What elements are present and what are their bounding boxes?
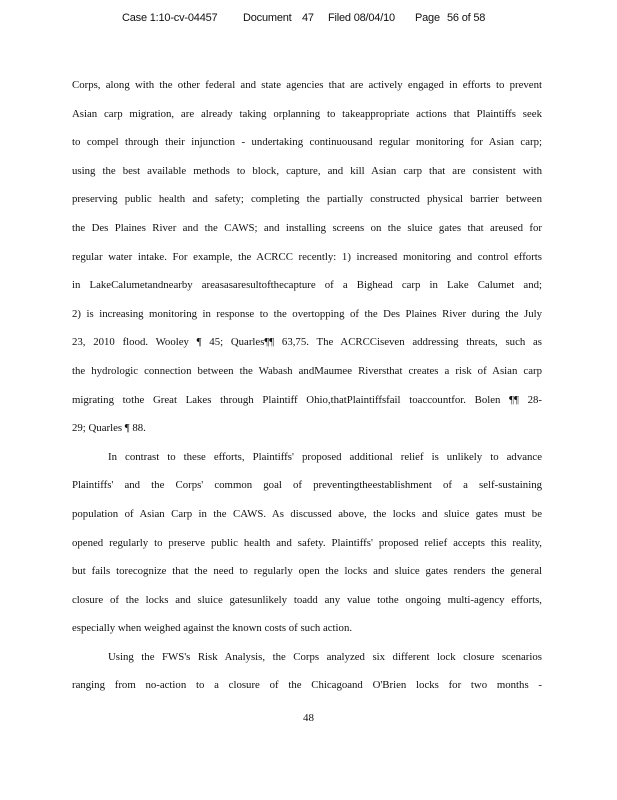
text-line: using the best available methods to block, capture, and kill Asian carp that are consistent with	[72, 164, 542, 177]
text-line: 2) is increasing monitoring in response to the overtopping of the Des Plaines River during the July	[72, 307, 542, 320]
text-line: the hydrologic connection between the Wabash andMaumee Riversthat creates a risk of Asian carp	[72, 364, 542, 377]
page-of-total: 56 of 58	[447, 12, 486, 24]
document-label: Document	[243, 12, 292, 24]
text-line: especially when weighed against the known costs of such action.	[72, 622, 353, 635]
text-line: to compel through their injunction - undertaking continuousand regular monitoring for Asian carp;	[72, 136, 542, 149]
paragraph-3	[72, 643, 542, 700]
paragraph-1	[72, 71, 542, 443]
text-line: population of Asian Carp in the CAWS. As discussed above, the locks and sluice gates must be	[72, 507, 542, 520]
text-line: Corps, along with the other federal and state agencies that are actively engaged in efforts to prevent	[72, 79, 542, 91]
text-line: the Des Plaines River and the CAWS; and installing screens on the sluice gates that areused for	[72, 221, 542, 234]
text-line: preserving public health and safety; completing the partially constructed physical barrier between	[72, 193, 542, 206]
paragraph-2	[72, 443, 542, 643]
case-number: Case 1:10-cv-04457	[122, 12, 218, 24]
text-line: Asian carp migration, are already taking orplanning to takeappropriate actions that Plaintiffs seek	[72, 107, 542, 120]
text-line: Plaintiffs' and the Corps' common goal of preventingtheestablishment of a self-sustaining	[72, 479, 542, 492]
text-line: ranging from no-action to a closure of the Chicagoand O'Brien locks for two months -	[72, 679, 542, 692]
text-line: in LakeCalumetandnearby areasasaresultofthecapture of a Bighead carp in Lake Calumet and;	[72, 279, 542, 292]
document-body	[72, 71, 542, 700]
filed-date: Filed 08/04/10	[328, 12, 395, 24]
text-line: 29; Quarles ¶ 88.	[72, 422, 146, 435]
text-line: In contrast to these efforts, Plaintiffs' proposed additional relief is unlikely to advance	[108, 450, 542, 463]
text-line: but fails torecognize that the need to regularly open the locks and sluice gates renders the general	[72, 565, 542, 578]
text-line: Using the FWS's Risk Analysis, the Corps analyzed six different lock closure scenarios	[108, 650, 542, 663]
text-line: migrating tothe Great Lakes through Plaintiff Ohio,thatPlaintiffsfail toaccountfor. Bolen ¶¶ 28-	[72, 393, 542, 406]
text-line: opened regularly to preserve public health and safety. Plaintiffs' proposed relief accepts this reality,	[72, 536, 542, 549]
page-number: 48	[303, 712, 314, 724]
page-label: Page	[415, 12, 440, 24]
document-number: 47	[302, 12, 314, 24]
text-line: regular water intake. For example, the ACRCC recently: 1) increased monitoring and control efforts	[72, 250, 542, 263]
court-filing-header	[122, 12, 562, 28]
text-line: 23, 2010 flood. Wooley ¶ 45; Quarles¶¶ 63,75. The ACRCCiseven addressing threats, such as	[72, 336, 542, 349]
text-line: closure of the locks and sluice gatesunlikely toadd any value tothe ongoing multi-agency efforts,	[72, 593, 542, 606]
